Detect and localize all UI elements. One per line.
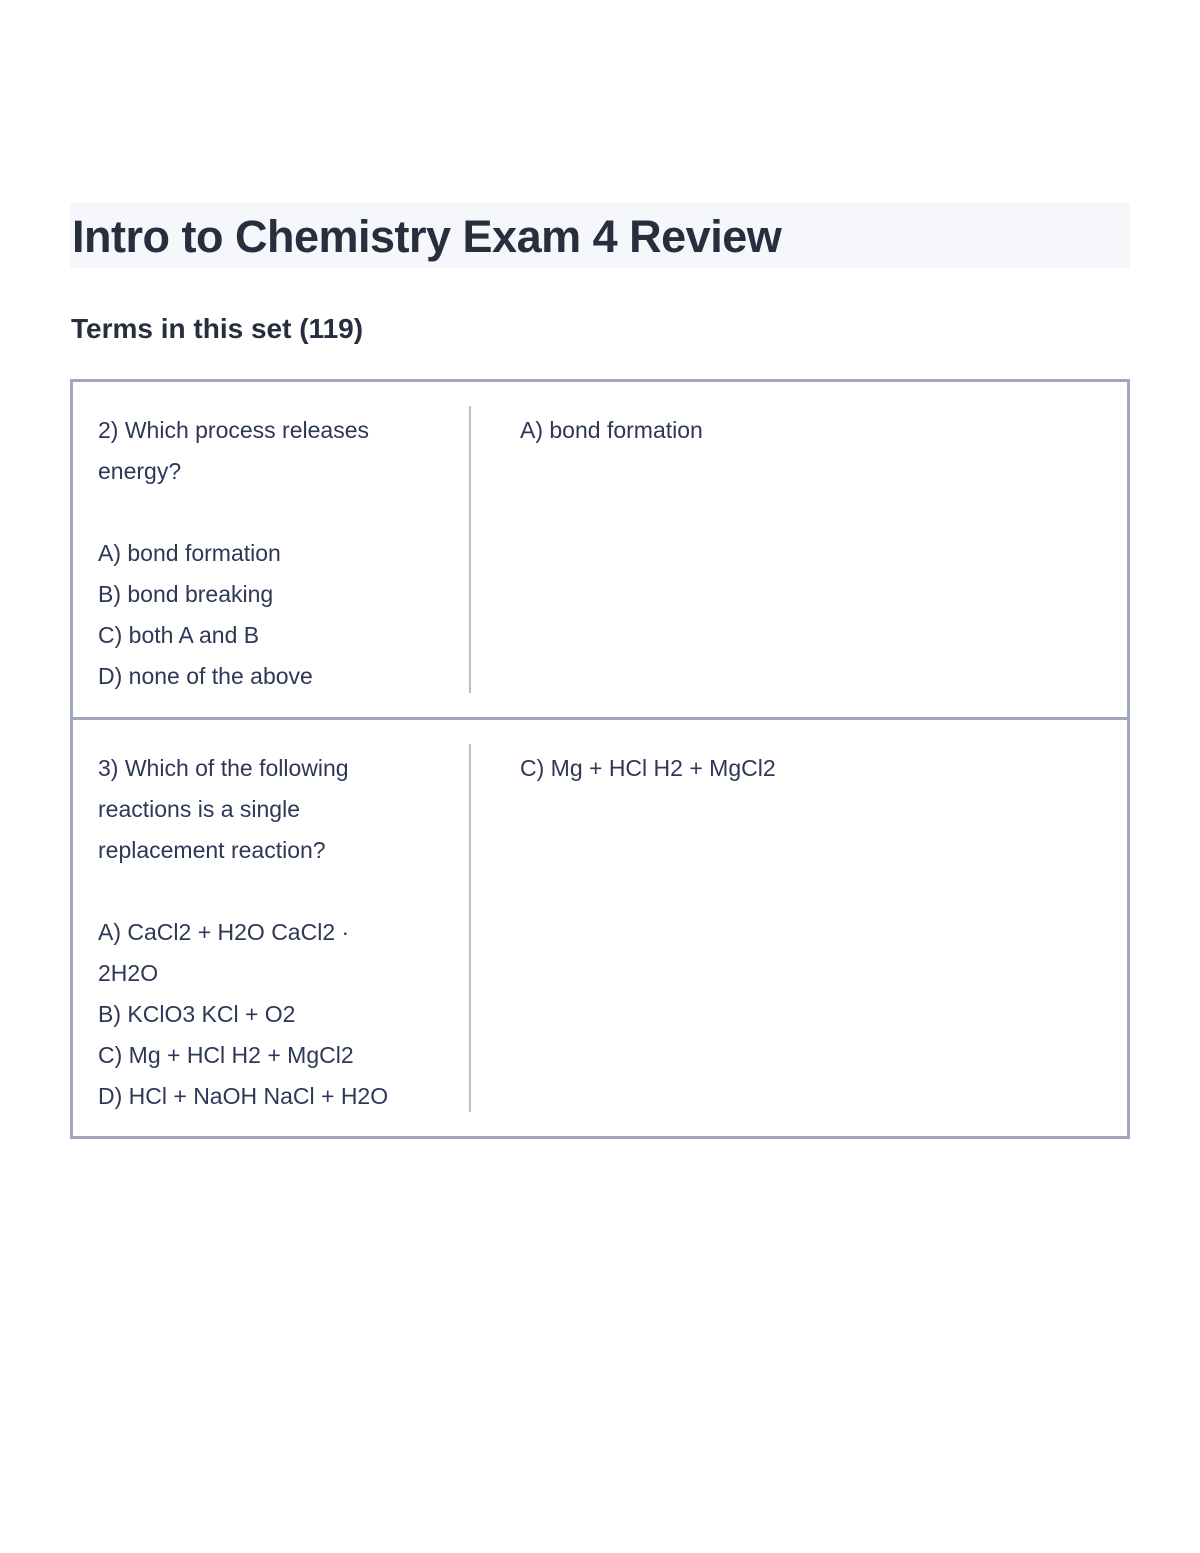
- card-divider: [469, 406, 471, 693]
- terms-count-heading: Terms in this set (119): [71, 313, 364, 344]
- terms-list: [70, 379, 1130, 1139]
- option-line: B) bond breaking: [98, 581, 274, 607]
- option-line: A) CaCl2 + H2O CaCl2 ·: [98, 919, 350, 945]
- option-line: C) both A and B: [98, 622, 260, 648]
- option-line: C) Mg + HCl H2 + MgCl2: [98, 1042, 354, 1068]
- option-line: D) none of the above: [98, 663, 313, 689]
- option-line: A) bond formation: [98, 540, 281, 566]
- question-line: 3) Which of the following: [98, 755, 349, 781]
- term-answer: C) Mg + HCl H2 + MgCl2: [520, 755, 776, 781]
- option-line: B) KClO3 KCl + O2: [98, 1001, 296, 1027]
- page-title: Intro to Chemistry Exam 4 Review: [72, 211, 782, 262]
- blank-line: [98, 492, 428, 533]
- question-line: reactions is a single: [98, 796, 300, 822]
- option-line: D) HCl + NaOH NaCl + H2O: [98, 1083, 389, 1109]
- term-answer: A) bond formation: [520, 417, 703, 443]
- card-divider: [469, 744, 471, 1112]
- term-question: [98, 410, 428, 697]
- term-question: [98, 748, 428, 1117]
- blank-line: [98, 871, 428, 912]
- term-card: [70, 717, 1130, 1139]
- term-card: [70, 379, 1130, 720]
- question-line: energy?: [98, 458, 182, 484]
- option-line: 2H2O: [98, 960, 159, 986]
- question-line: 2) Which process releases: [98, 417, 369, 443]
- question-line: replacement reaction?: [98, 837, 326, 863]
